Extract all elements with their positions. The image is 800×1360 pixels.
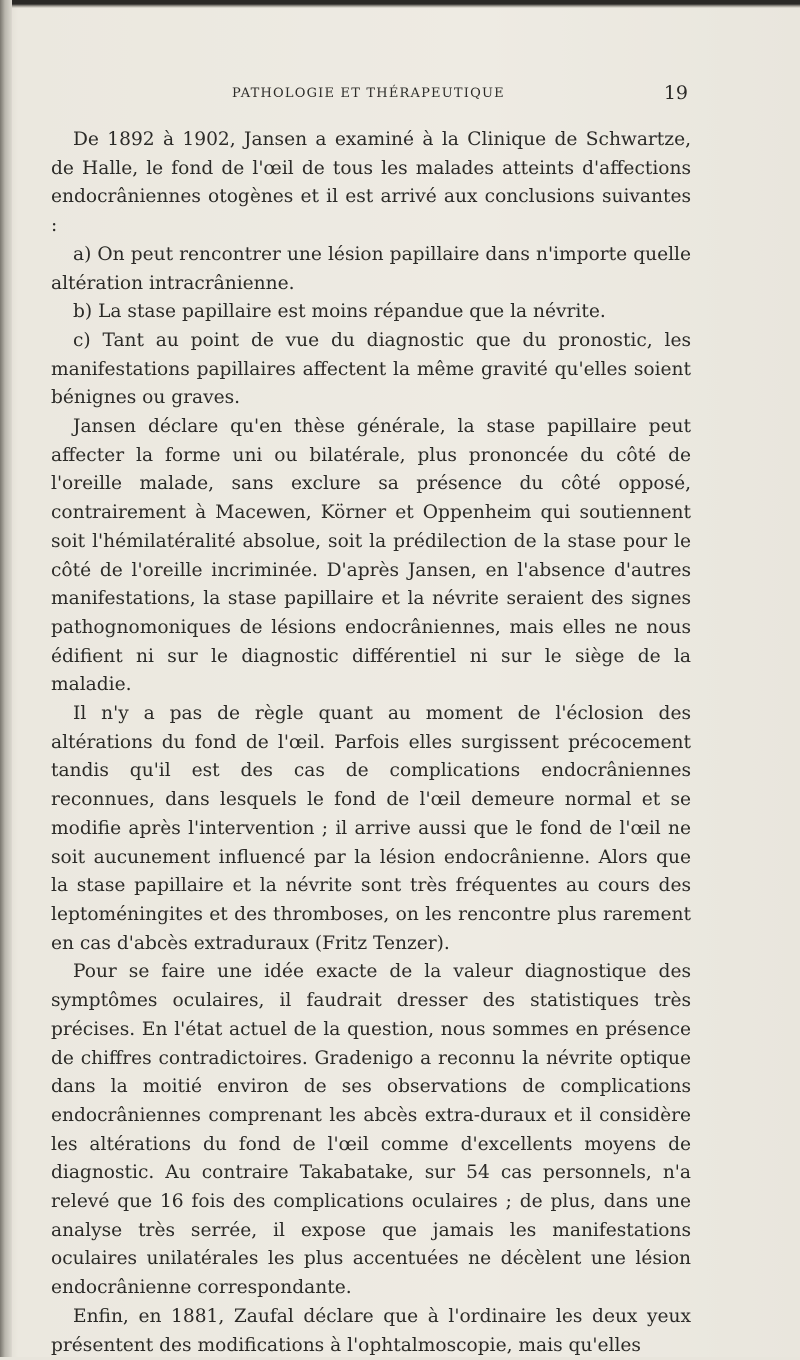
paragraph-intro: De 1892 à 1902, Jansen a examiné à la Clinique de Schwartze, de Halle, le fond de l'œil de tous les malades atteints d'affections endocrâniennes otogènes et il est arrivé aux conclusions suivantes : xyxy=(51,129,691,237)
scan-top-edge xyxy=(0,0,800,8)
paragraph-item-c: c) Tant au point de vue du diagnostic que du pronostic, les manifestations papillaires affectent la même gravité qu'elles soient bénignes ou graves. xyxy=(51,329,691,409)
paragraph-jansen: Jansen déclare qu'en thèse générale, la stase papillaire peut affecter la forme uni ou bilatérale, plus prononcée du côté de l'oreille malade, sans exclure sa présence du côté opposé, contrairement à Macewen, Körner et Oppenheim qui soutiennent soit l'hémilatéralité absolue, soit la prédilection de la stase pour le côté de l'oreille incriminée. D'après Jansen, en l'absence d'autres manifestations, la stase papillaire et la névrite seraient des signes pathognomoniques de lésions endocrâniennes, mais elles ne nous édifient ni sur le diagnostic différentiel ni sur le siège de la maladie. xyxy=(51,416,691,696)
paragraph-item-b: b) La stase papillaire est moins répandue que la névrite. xyxy=(73,301,606,323)
page-number: 19 xyxy=(663,82,688,104)
paragraph-item-a: a) On peut rencontrer une lésion papillaire dans n'importe quelle altération intracrânienne. xyxy=(51,243,691,294)
page-header xyxy=(52,82,692,110)
paragraph-zaufal: Enfin, en 1881, Zaufal déclare que à l'ordinaire les deux yeux présentent des modifications à l'ophtalmoscopie, mais qu'elles xyxy=(51,1305,691,1356)
running-title: PATHOLOGIE ET THÉRAPEUTIQUE xyxy=(232,86,505,101)
body-text xyxy=(51,126,691,1360)
paragraph-statistics: Pour se faire une idée exacte de la valeur diagnostique des symptômes oculaires, il faudrait dresser des statistiques très précises. En l'état actuel de la question, nous sommes en présence de chiffres contradictoires. Gradenigo a reconnu la névrite optique dans la moitié environ de ses observations de complications endocrâniennes comprenant les abcès extra-duraux et il considère les altérations du fond de l'œil comme d'excellents moyens de diagnostic. Au contraire Takabatake, sur 54 cas personnels, n'a relevé que 16 fois des complications oculaires ; de plus, dans une analyse très serrée, il expose que jamais les manifestations oculaires unilatérales les plus accentuées ne décèlent une lésion endocrânienne correspondante. xyxy=(51,961,691,1299)
scan-binding-edge xyxy=(0,0,12,1357)
paragraph-timing: Il n'y a pas de règle quant au moment de l'éclosion des altérations du fond de l'œil. Parfois elles surgissent précocement tandis qu'il est des cas de complications endocrâniennes reconnues, dans lesquels le fond de l'œil demeure normal et se modifie après l'intervention ; il arrive aussi que le fond de l'œil ne soit aucunement influencé par la lésion endocrânienne. Alors que la stase papillaire et la névrite sont très fréquentes au cours des leptoméningites et des thromboses, on les rencontre plus rarement en cas d'abcès extraduraux (Fritz Tenzer). xyxy=(51,703,691,954)
